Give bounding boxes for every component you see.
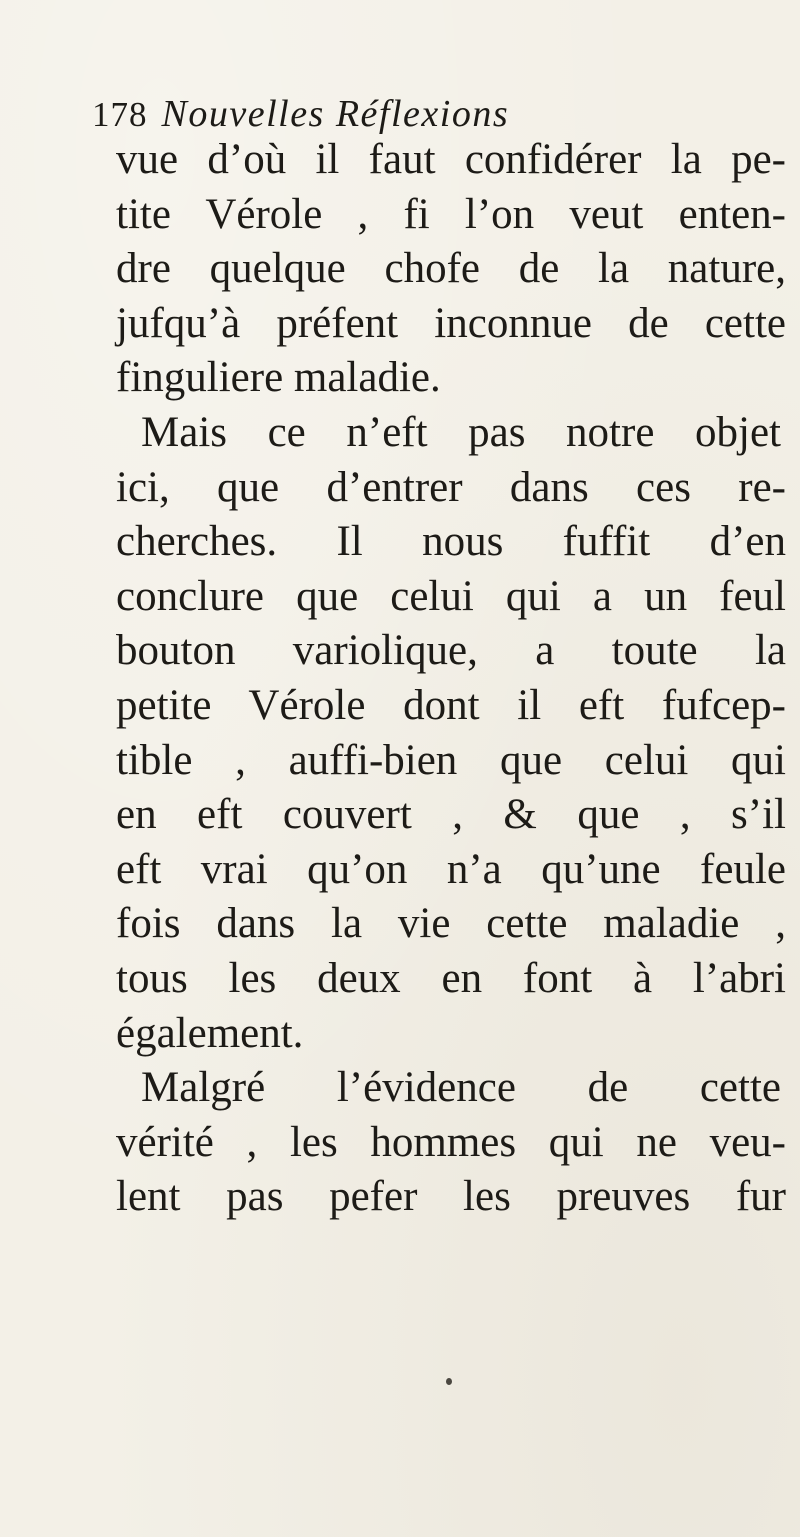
text-line: jufqu’à préfent inconnue de cette	[116, 299, 786, 347]
text-line: dre quelque chofe de la nature,	[116, 245, 786, 293]
text-line: ici, que d’entrer dans ces re-	[116, 463, 786, 511]
text-line: bouton variolique, a toute la	[116, 627, 786, 675]
text-line: en eft couvert , & que , s’il	[116, 791, 786, 839]
text-line: également.	[116, 1009, 304, 1057]
text-line: fois dans la vie cette maladie ,	[116, 900, 786, 948]
text-line: vérité , les hommes qui ne veu-	[116, 1118, 786, 1166]
ink-speck	[446, 1378, 452, 1385]
text-line: lent pas pefer les preuves fur	[116, 1173, 786, 1221]
text-line: eft vrai qu’on n’a qu’une feule	[116, 845, 786, 893]
text-line: conclure que celui qui a un feul	[116, 572, 786, 620]
text-line: vue d’où il faut confidérer la pe-	[116, 136, 786, 183]
body-text	[116, 133, 786, 1225]
page-number: 178	[92, 95, 148, 134]
text-line: tite Vérole , fi l’on veut enten-	[116, 190, 786, 238]
running-title: Nouvelles Réflexions	[161, 93, 510, 135]
text-line: tous les deux en font à l’abri	[116, 954, 786, 1002]
text-line: Mais ce n’eft pas notre objet	[141, 408, 781, 456]
page-header	[92, 92, 510, 135]
text-line: petite Vérole dont il eft fufcep-	[116, 681, 786, 729]
text-line: finguliere maladie.	[116, 354, 441, 402]
text-line: cherches. Il nous fuffit d’en	[116, 518, 786, 566]
text-line: tible , auffi-bien que celui qui	[116, 736, 786, 784]
text-line: Malgré l’évidence de cette	[141, 1064, 781, 1112]
